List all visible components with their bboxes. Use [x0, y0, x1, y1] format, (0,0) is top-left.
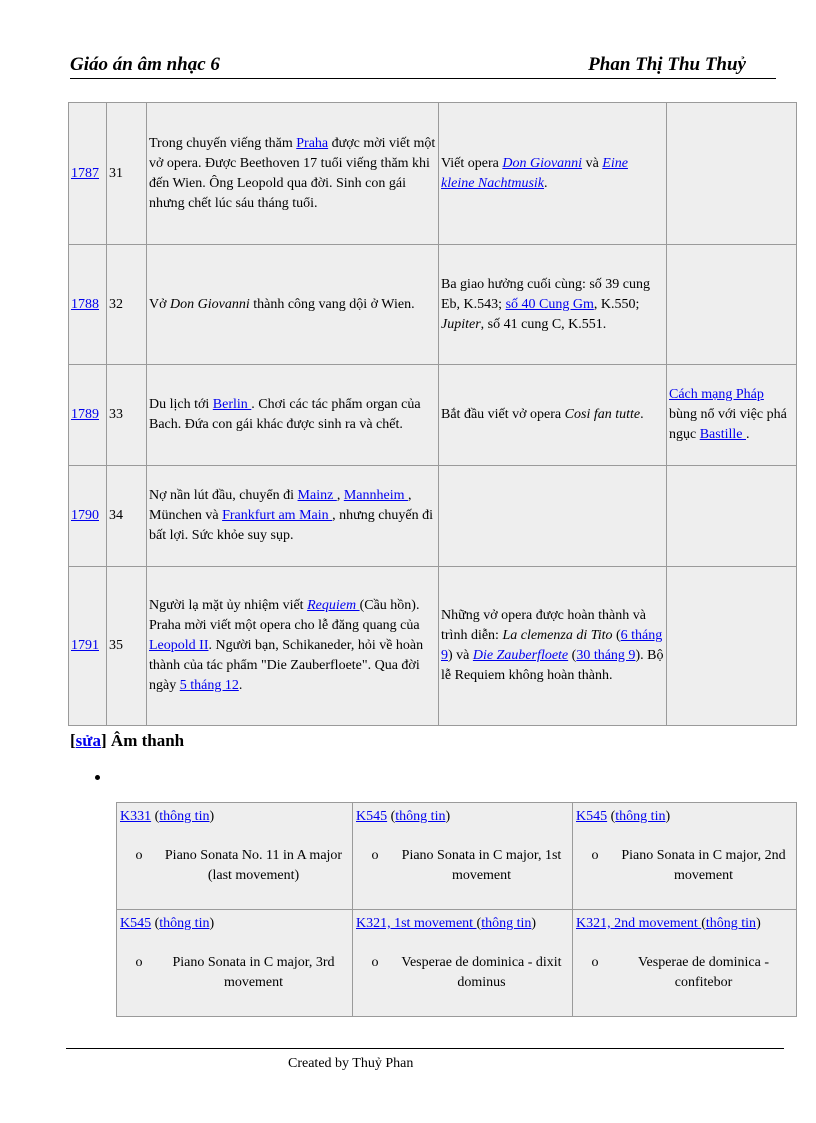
link[interactable]: Don Giovanni [502, 155, 583, 171]
list-bullet: o [135, 848, 143, 863]
audio-cell: K321, 1st movement (thông tin) o Vesperae de dominica - dixit dominus [353, 910, 573, 1017]
link[interactable]: Eine kleine Nachtmusik [441, 155, 628, 191]
list-bullet: o [371, 848, 379, 863]
timeline-row [69, 567, 797, 726]
text-run: . [746, 427, 750, 442]
link[interactable]: Die Zauberfloete [472, 648, 569, 663]
text-run: bùng nổ với việc phá ngục [669, 407, 787, 442]
text-run: Du lịch tới [149, 397, 213, 412]
link[interactable]: Frankfurt am Main [222, 508, 333, 523]
list-bullet: o [135, 955, 143, 970]
audio-cell: K545 (thông tin) o Piano Sonata in C major, 2nd movement [573, 803, 797, 910]
year-link[interactable]: 1788 [71, 296, 99, 312]
text-run: ). Bộ lễ Requiem không hoàn thành. [441, 648, 664, 683]
text-run: Bắt đầu viết vở opera [441, 407, 565, 422]
timeline-row [69, 245, 797, 365]
info-link[interactable]: thông tin [705, 916, 757, 931]
link[interactable]: Mainz [297, 488, 337, 503]
link[interactable]: 6 tháng 9 [441, 628, 663, 663]
bullet-dot [95, 775, 100, 780]
edit-link[interactable]: sửa [75, 731, 101, 750]
audio-link[interactable]: K331 [120, 809, 152, 824]
audio-link[interactable]: K321, 1st movement [356, 916, 477, 931]
audio-description: Piano Sonata in C major, 3rd movement [172, 955, 335, 990]
info-link[interactable]: thông tin [159, 916, 210, 931]
audio-description: Piano Sonata No. 11 in A major (last movement) [164, 848, 343, 883]
life-cell [147, 365, 439, 466]
text-run: ) và [448, 648, 473, 663]
text-run: Jupiter [441, 316, 481, 332]
age-cell: 34 [107, 466, 147, 567]
section-title: Âm thanh [110, 731, 185, 750]
year-link[interactable]: 1789 [71, 407, 99, 422]
audio-row [117, 803, 797, 910]
events-cell [667, 245, 797, 365]
audio-description: Piano Sonata in C major, 2nd movement [621, 848, 786, 883]
link[interactable]: 5 tháng 12 [179, 678, 239, 693]
audio-link[interactable]: K545 [120, 916, 152, 931]
link[interactable]: Cách mạng Pháp [669, 387, 764, 402]
page-header [70, 50, 776, 79]
timeline-row [69, 365, 797, 466]
age-cell: 33 [107, 365, 147, 466]
page-footer [66, 1048, 784, 1071]
text-run: . [238, 678, 243, 693]
events-cell [667, 103, 797, 245]
text-run: Vở [149, 296, 171, 312]
audio-cell: K331 (thông tin) o Piano Sonata No. 11 in A major (last movement) [117, 803, 353, 910]
audio-description: Vesperae de dominica - dixit dominus [401, 955, 562, 990]
text-run: , nhưng chuyến đi bất lợi. Sức khỏe suy sụp. [149, 508, 434, 543]
audio-description: Piano Sonata in C major, 1st movement [401, 848, 562, 883]
text-run: , [336, 488, 344, 503]
events-cell [667, 567, 797, 726]
text-run: ( [612, 628, 621, 643]
works-cell [439, 245, 667, 365]
list-bullet: o [591, 955, 599, 970]
text-run: Ba giao hưởng cuối cùng: số 39 cung Eb, K.543; [441, 276, 651, 312]
text-run: Những vở opera được hoàn thành và trình diễn: [441, 608, 646, 643]
text-run: Viết opera [441, 155, 503, 171]
year-link[interactable]: 1791 [71, 638, 99, 653]
text-run: Don Giovanni [170, 296, 250, 312]
text-run: , số 41 cung C, K.551. [480, 316, 607, 332]
works-cell [439, 567, 667, 726]
events-cell [667, 466, 797, 567]
info-link[interactable]: thông tin [159, 809, 210, 824]
link[interactable]: Mannheim [343, 488, 408, 503]
text-run: . Người bạn, Schikaneder, hỏi về hoàn thành của tác phẩm "Die Zauberfloete". Qua đời ngày [149, 638, 424, 693]
info-link[interactable]: thông tin [395, 809, 446, 824]
audio-link[interactable]: K545 [356, 809, 388, 824]
text-run: và [582, 155, 603, 171]
audio-link[interactable]: K545 [576, 809, 608, 824]
audio-link[interactable]: K321, 2nd movement [576, 916, 702, 931]
audio-description: Vesperae de dominica - confitebor [638, 955, 769, 990]
audio-row [117, 910, 797, 1017]
list-bullet: o [371, 955, 379, 970]
life-cell [147, 245, 439, 365]
text-run: (Cầu hồn). Praha mời viết một opera cho lễ đăng quang của [149, 598, 420, 633]
section-heading: [sửa] Âm thanh [70, 731, 185, 750]
text-run: . [640, 407, 644, 422]
link[interactable]: Leopold II [149, 638, 209, 653]
link[interactable]: Bastille [699, 427, 746, 442]
year-link[interactable]: 1790 [71, 508, 99, 523]
text-run: , München và [149, 488, 412, 523]
text-run: . Chơi các tác phẩm organ của Bach. Đứa con gái khác được sinh ra và chết. [149, 397, 421, 432]
audio-table [116, 802, 797, 1017]
link[interactable]: số 40 Cung Gm [505, 296, 594, 312]
year-link[interactable]: 1787 [71, 165, 99, 181]
link[interactable]: 30 tháng 9 [576, 648, 636, 663]
link[interactable]: Praha [296, 135, 329, 151]
text-run: Cosi fan tutte [564, 407, 641, 422]
list-bullet: o [591, 848, 599, 863]
text-run: Người lạ mặt ủy nhiệm viết [149, 598, 308, 613]
age-cell: 32 [107, 245, 147, 365]
life-cell [147, 103, 439, 245]
text-run: . [544, 175, 548, 191]
text-run: La clemenza di Tito [502, 628, 613, 643]
events-cell [667, 365, 797, 466]
header-right: Phan Thị Thu Thuỷ [588, 54, 746, 75]
text-run: ( [568, 648, 577, 663]
life-cell [147, 466, 439, 567]
timeline-table [68, 102, 797, 726]
text-run: Nợ nần lút đầu, chuyển đi [149, 488, 298, 503]
works-cell [439, 103, 667, 245]
works-cell [439, 466, 667, 567]
header-left: Giáo án âm nhạc 6 [70, 54, 220, 75]
timeline-row [69, 103, 797, 245]
audio-cell: K321, 2nd movement (thông tin) o Vesperae de dominica - confitebor [573, 910, 797, 1017]
text-run: Trong chuyến viếng thăm [149, 135, 297, 151]
info-link[interactable]: thông tin [615, 809, 666, 824]
age-cell: 35 [107, 567, 147, 726]
link[interactable]: Requiem [307, 598, 360, 613]
link[interactable]: Berlin [212, 397, 252, 412]
text-run: thành công vang dội ở Wien. [249, 296, 415, 312]
text-run: được mời viết một vở opera. Được Beethoven 17 tuổi viếng thăm khi đến Wien. Ông Leopold qua đời. Sinh con gái nhưng chết lúc sáu tháng tuổi. [149, 135, 436, 211]
age-cell: 31 [107, 103, 147, 245]
works-cell [439, 365, 667, 466]
audio-cell: K545 (thông tin) o Piano Sonata in C major, 1st movement [353, 803, 573, 910]
info-link[interactable]: thông tin [481, 916, 532, 931]
timeline-row [69, 466, 797, 567]
life-cell [147, 567, 439, 726]
text-run: , K.550; [593, 296, 640, 312]
audio-cell: K545 (thông tin) o Piano Sonata in C major, 3rd movement [117, 910, 353, 1017]
footer-text: Created by Thuỷ Phan [288, 1056, 414, 1071]
